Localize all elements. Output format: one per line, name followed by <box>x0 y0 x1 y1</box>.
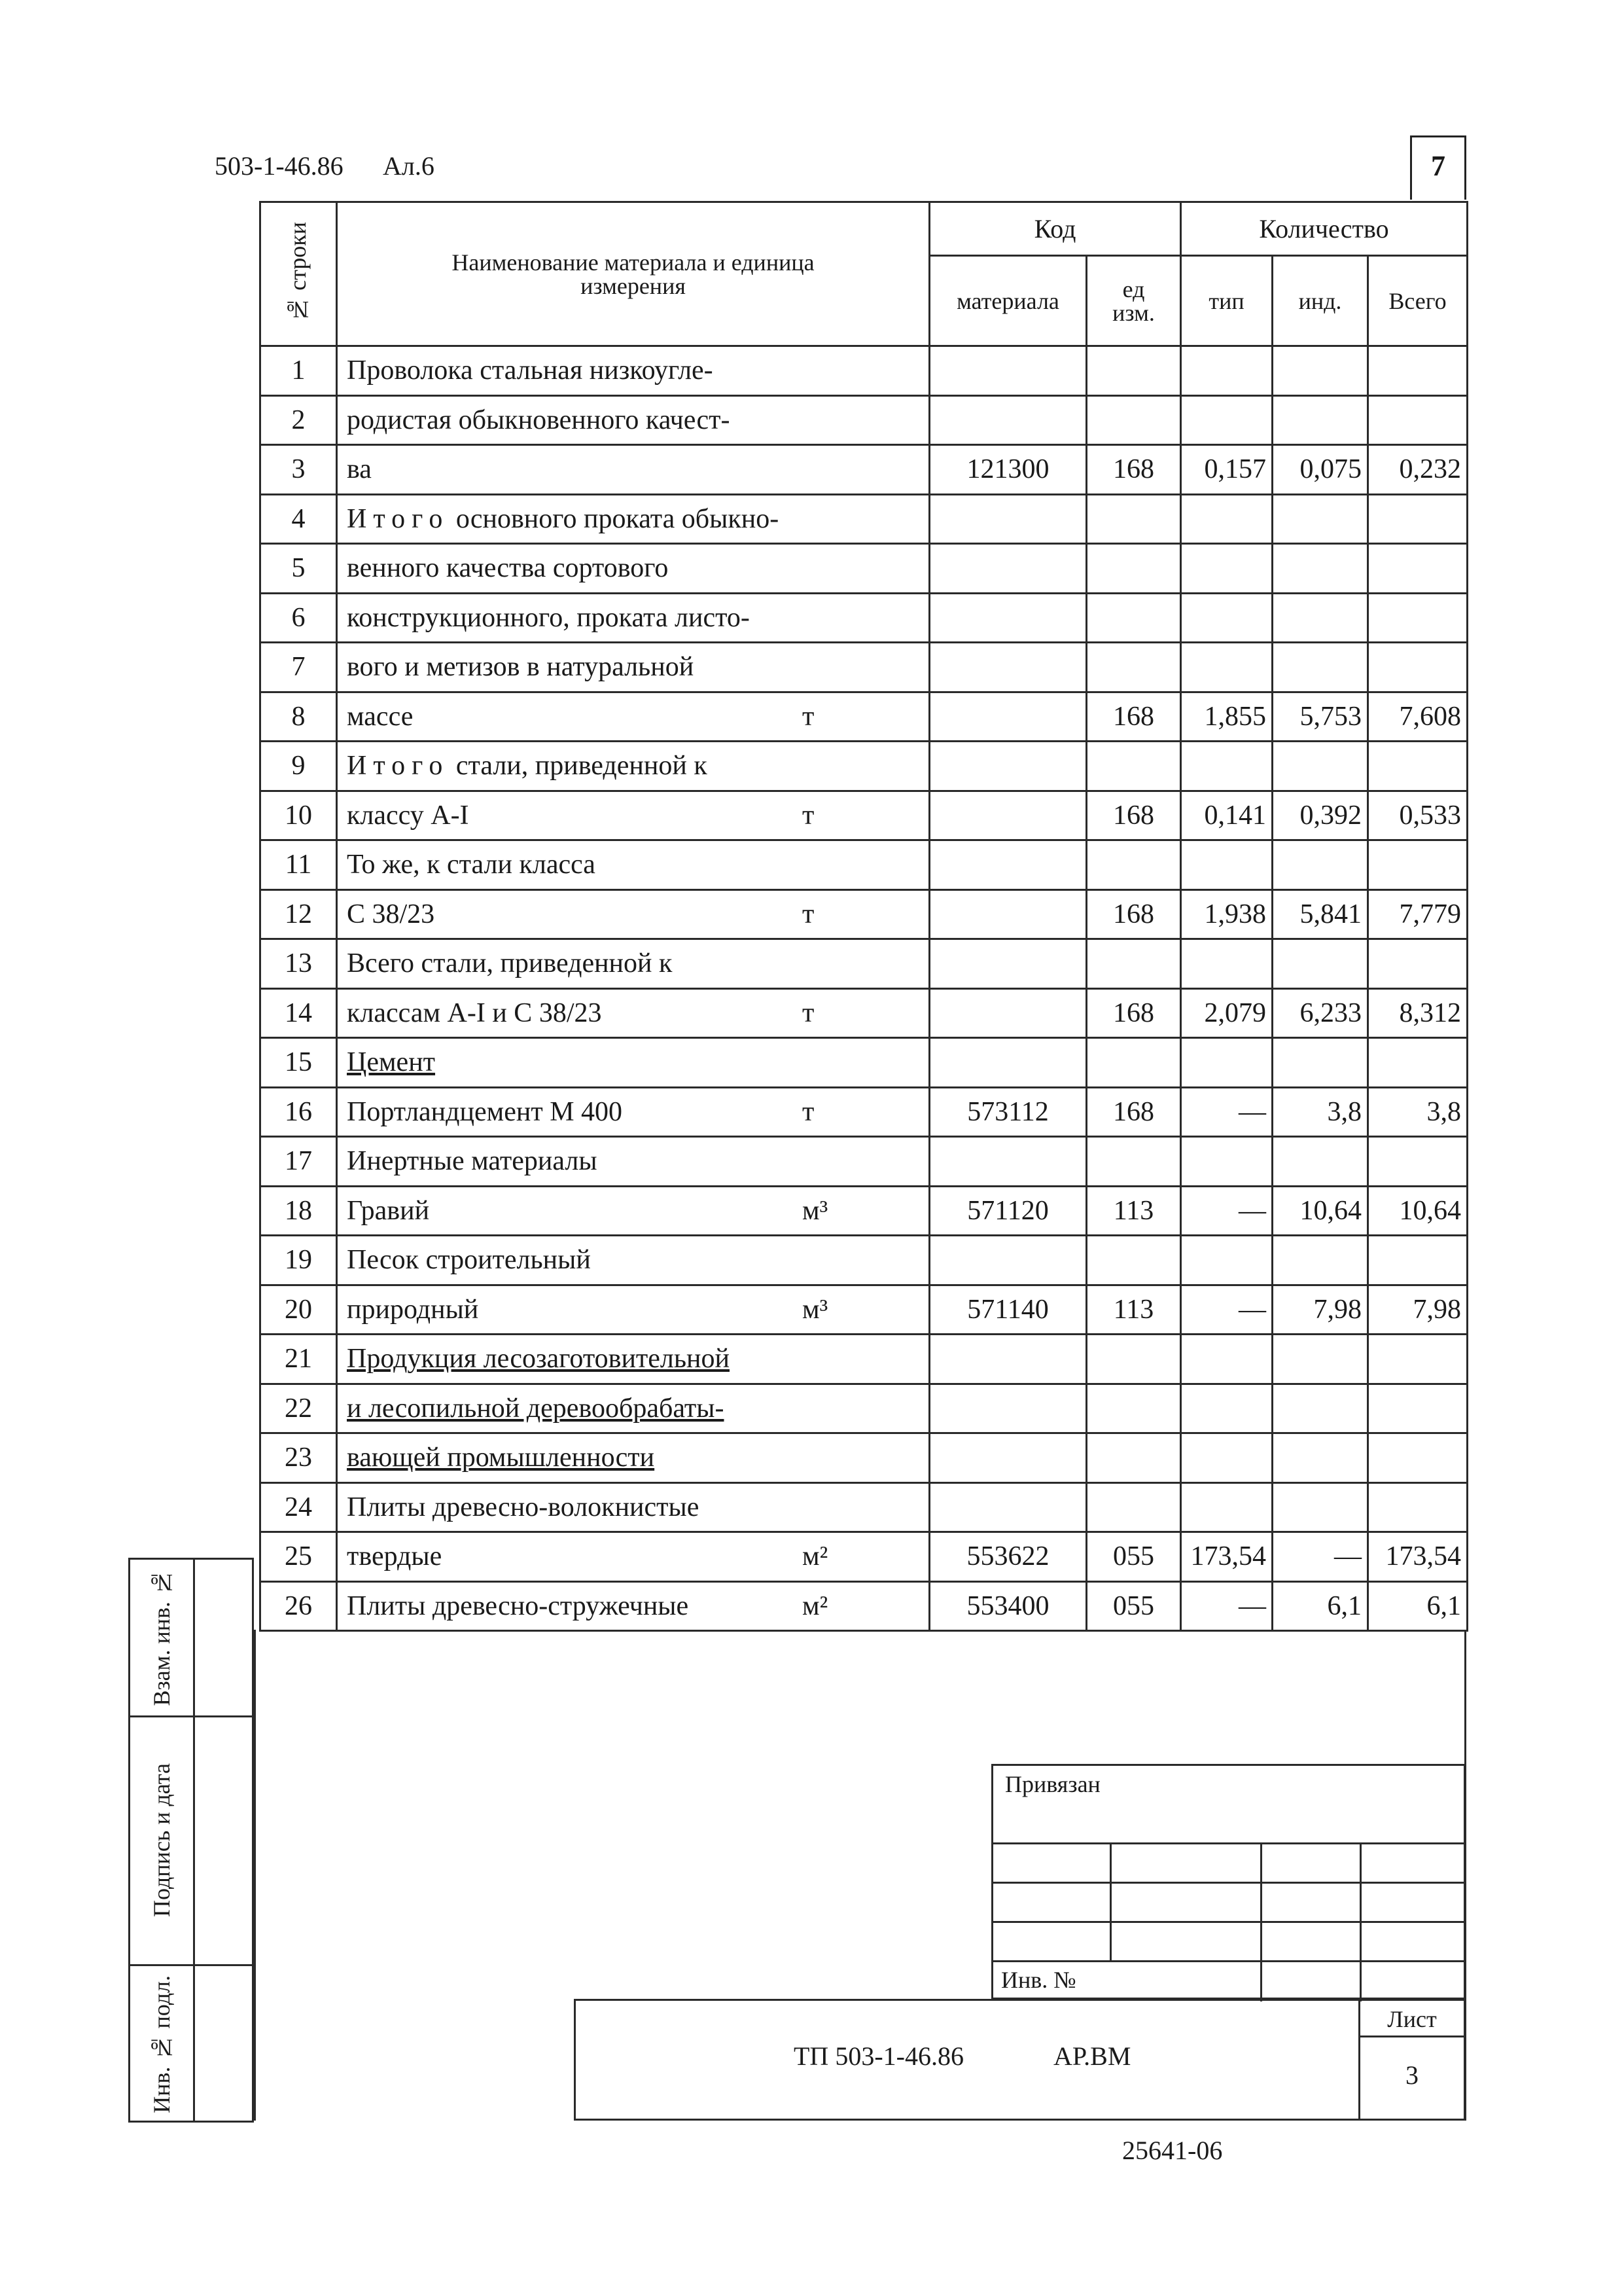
unit-label: м² <box>802 1590 828 1621</box>
qty-ind-cell <box>1273 1038 1368 1088</box>
qty-typ-cell <box>1181 840 1273 890</box>
unit-label: м² <box>802 1541 828 1572</box>
material-name-cell <box>337 889 930 939</box>
qty-ind-cell: 6,1 <box>1273 1581 1368 1631</box>
qty-total-cell <box>1368 346 1468 396</box>
material-name-cell <box>337 494 930 544</box>
material-name-cell <box>337 1137 930 1187</box>
material-name: То же, к стали класса <box>347 850 595 880</box>
material-code-cell <box>930 988 1087 1038</box>
material-name: Цемент <box>347 1047 436 1078</box>
qty-total-cell <box>1368 1038 1468 1088</box>
unit-label: м³ <box>802 1195 828 1226</box>
qty-typ-cell: — <box>1181 1087 1273 1137</box>
unit-code-cell <box>1087 840 1181 890</box>
material-code-cell <box>930 544 1087 594</box>
qty-ind-cell <box>1273 1384 1368 1433</box>
material-code-cell <box>930 643 1087 692</box>
unit-code-cell: 168 <box>1087 1087 1181 1137</box>
material-code-cell <box>930 1384 1087 1433</box>
qty-total-cell <box>1368 1137 1468 1187</box>
unit-label: т <box>802 800 815 831</box>
qty-total-cell <box>1368 1482 1468 1532</box>
qty-typ-cell <box>1181 1137 1273 1187</box>
header-row-number: № строки <box>260 202 337 346</box>
row-number-cell: 2 <box>260 395 337 445</box>
qty-typ-cell <box>1181 643 1273 692</box>
material-code-cell <box>930 939 1087 989</box>
qty-total-cell <box>1368 1335 1468 1384</box>
qty-total-cell: 8,312 <box>1368 988 1468 1038</box>
qty-typ-cell <box>1181 1482 1273 1532</box>
row-number-cell: 4 <box>260 494 337 544</box>
unit-code-cell <box>1087 1335 1181 1384</box>
qty-total-cell: 7,98 <box>1368 1285 1468 1335</box>
material-code-cell: 121300 <box>930 445 1087 495</box>
unit-label: т <box>802 1096 815 1127</box>
table-row <box>260 1482 1468 1532</box>
material-code-cell <box>930 593 1087 643</box>
material-name: Песок строительный <box>347 1245 591 1276</box>
material-name: Инертные материалы <box>347 1146 597 1177</box>
unit-code-cell <box>1087 643 1181 692</box>
qty-ind-cell: 7,98 <box>1273 1285 1368 1335</box>
material-name: классу А-I <box>347 800 469 831</box>
material-name: Портландцемент М 400 <box>347 1096 623 1127</box>
material-code-cell <box>930 889 1087 939</box>
unit-code-cell <box>1087 1433 1181 1483</box>
qty-total-cell <box>1368 593 1468 643</box>
qty-ind-cell <box>1273 1137 1368 1187</box>
unit-code-cell: 168 <box>1087 988 1181 1038</box>
material-code-cell: 553622 <box>930 1532 1087 1582</box>
material-name: Продукция лесозаготовительной <box>347 1344 730 1374</box>
unit-code-cell: 168 <box>1087 791 1181 840</box>
qty-ind-cell <box>1273 395 1368 445</box>
unit-code-cell <box>1087 346 1181 396</box>
header-code-unit: ед изм. <box>1087 256 1181 346</box>
side-binding-stamp <box>128 1558 254 2123</box>
material-name-cell <box>337 395 930 445</box>
unit-code-cell: 168 <box>1087 889 1181 939</box>
replace-inv-label: Взам. инв. № <box>149 1569 175 1706</box>
row-number-cell: 7 <box>260 643 337 692</box>
unit-code-cell <box>1087 1137 1181 1187</box>
material-name: Плиты древесно-стружечные <box>347 1590 689 1621</box>
title-block-code: ТП 503-1-46.86 <box>794 2041 964 2071</box>
row-number-cell: 24 <box>260 1482 337 1532</box>
qty-ind-cell <box>1273 494 1368 544</box>
unit-code-cell: 055 <box>1087 1581 1181 1631</box>
table-row <box>260 445 1468 495</box>
table-row <box>260 1581 1468 1631</box>
qty-typ-cell <box>1181 494 1273 544</box>
row-number-cell: 21 <box>260 1335 337 1384</box>
qty-ind-cell <box>1273 1482 1368 1532</box>
binding-label: Привязан <box>1005 1771 1101 1797</box>
material-name-cell <box>337 544 930 594</box>
material-name-cell <box>337 445 930 495</box>
material-name: ва <box>347 454 372 485</box>
header-code: Код <box>930 202 1181 256</box>
unit-code-cell <box>1087 395 1181 445</box>
title-block <box>574 1999 1466 2121</box>
sheet-number: 3 <box>1405 2060 1419 2090</box>
material-name: классам А-I и С 38/23 <box>347 997 602 1028</box>
table-row <box>260 346 1468 396</box>
qty-total-cell <box>1368 840 1468 890</box>
qty-ind-cell <box>1273 593 1368 643</box>
material-name: вающей промышленности <box>347 1443 655 1473</box>
material-code-cell <box>930 742 1087 791</box>
frame-line-left <box>254 1630 256 2121</box>
signature-date-label: Подпись и дата <box>149 1763 175 1917</box>
table-row <box>260 1236 1468 1285</box>
qty-ind-cell: 0,392 <box>1273 791 1368 840</box>
qty-total-cell: 7,608 <box>1368 692 1468 742</box>
qty-total-cell <box>1368 643 1468 692</box>
table-row <box>260 1433 1468 1483</box>
qty-total-cell <box>1368 939 1468 989</box>
row-number-cell: 3 <box>260 445 337 495</box>
unit-code-cell: 055 <box>1087 1532 1181 1582</box>
material-name: твердые <box>347 1541 442 1572</box>
unit-label: т <box>802 701 815 732</box>
qty-typ-cell: 0,157 <box>1181 445 1273 495</box>
unit-code-cell <box>1087 1482 1181 1532</box>
qty-total-cell <box>1368 1236 1468 1285</box>
table-row <box>260 939 1468 989</box>
qty-ind-cell: 3,8 <box>1273 1087 1368 1137</box>
header-qty-ind: инд. <box>1273 256 1368 346</box>
unit-code-cell: 168 <box>1087 692 1181 742</box>
material-name: венного качества сортового <box>347 553 669 584</box>
material-name-cell <box>337 791 930 840</box>
materials-table <box>259 201 1468 1632</box>
unit-code-cell <box>1087 1236 1181 1285</box>
row-number-cell: 5 <box>260 544 337 594</box>
material-name: массе <box>347 701 414 732</box>
qty-typ-cell <box>1181 1433 1273 1483</box>
material-name-cell <box>337 643 930 692</box>
material-name: родистая обыкновенного качест- <box>347 404 730 435</box>
material-code-cell <box>930 791 1087 840</box>
footer-number: 25641-06 <box>1122 2136 1223 2165</box>
row-number-cell: 12 <box>260 889 337 939</box>
qty-typ-cell: 1,938 <box>1181 889 1273 939</box>
table-row <box>260 1186 1468 1236</box>
qty-total-cell <box>1368 395 1468 445</box>
material-code-cell <box>930 840 1087 890</box>
qty-total-cell <box>1368 544 1468 594</box>
material-name-cell <box>337 1285 930 1335</box>
qty-typ-cell: — <box>1181 1186 1273 1236</box>
table-row <box>260 593 1468 643</box>
qty-typ-cell <box>1181 593 1273 643</box>
page-number: 7 <box>1431 150 1445 182</box>
unit-code-cell <box>1087 939 1181 989</box>
album-label: Ал.6 <box>383 151 434 181</box>
qty-total-cell: 0,533 <box>1368 791 1468 840</box>
material-name-cell <box>337 1532 930 1582</box>
qty-typ-cell <box>1181 1335 1273 1384</box>
row-number-cell: 20 <box>260 1285 337 1335</box>
qty-ind-cell <box>1273 544 1368 594</box>
material-name: природный <box>347 1294 479 1325</box>
row-number-cell: 17 <box>260 1137 337 1187</box>
qty-typ-cell <box>1181 939 1273 989</box>
qty-total-cell: 3,8 <box>1368 1087 1468 1137</box>
table-row <box>260 544 1468 594</box>
material-name-cell <box>337 742 930 791</box>
material-code-cell: 573112 <box>930 1087 1087 1137</box>
material-name: и лесопильной деревообрабаты- <box>347 1393 724 1424</box>
binding-block <box>991 1764 1466 2000</box>
unit-code-cell <box>1087 593 1181 643</box>
material-code-cell <box>930 1335 1087 1384</box>
table-row <box>260 1087 1468 1137</box>
binding-inv-label: Инв. № <box>1001 1967 1076 1993</box>
qty-total-cell <box>1368 1433 1468 1483</box>
qty-total-cell <box>1368 1384 1468 1433</box>
material-code-cell <box>930 1433 1087 1483</box>
material-name-cell <box>337 692 930 742</box>
row-number-cell: 13 <box>260 939 337 989</box>
unit-label: т <box>802 899 815 929</box>
qty-typ-cell <box>1181 395 1273 445</box>
material-code-cell <box>930 494 1087 544</box>
qty-total-cell <box>1368 742 1468 791</box>
table-row <box>260 643 1468 692</box>
material-name-cell <box>337 1482 930 1532</box>
unit-label: т <box>802 997 815 1028</box>
total-prefix: Итого <box>347 751 450 781</box>
row-number-cell: 19 <box>260 1236 337 1285</box>
qty-total-cell: 10,64 <box>1368 1186 1468 1236</box>
material-code-cell <box>930 692 1087 742</box>
table-row <box>260 1285 1468 1335</box>
header-qty-typ: тип <box>1181 256 1273 346</box>
qty-typ-cell: 2,079 <box>1181 988 1273 1038</box>
qty-total-cell <box>1368 494 1468 544</box>
material-code-cell <box>930 1137 1087 1187</box>
document-code: 503-1-46.86 <box>215 151 344 181</box>
qty-ind-cell <box>1273 1236 1368 1285</box>
table-row <box>260 1335 1468 1384</box>
qty-typ-cell <box>1181 1236 1273 1285</box>
qty-typ-cell <box>1181 1384 1273 1433</box>
material-code-cell <box>930 346 1087 396</box>
row-number-cell: 6 <box>260 593 337 643</box>
qty-ind-cell <box>1273 742 1368 791</box>
qty-ind-cell: — <box>1273 1532 1368 1582</box>
material-name-cell <box>337 1384 930 1433</box>
qty-total-cell: 0,232 <box>1368 445 1468 495</box>
table-row <box>260 1038 1468 1088</box>
qty-ind-cell <box>1273 346 1368 396</box>
material-name-cell <box>337 988 930 1038</box>
qty-ind-cell: 5,841 <box>1273 889 1368 939</box>
qty-total-cell: 173,54 <box>1368 1532 1468 1582</box>
header-material-name: Наименование материала и единица измерения <box>337 202 930 346</box>
row-number-cell: 22 <box>260 1384 337 1433</box>
row-number-cell: 1 <box>260 346 337 396</box>
row-number-cell: 25 <box>260 1532 337 1582</box>
table-row <box>260 395 1468 445</box>
material-name: вого и метизов в натуральной <box>347 652 694 683</box>
material-name-cell <box>337 1236 930 1285</box>
material-code-cell <box>930 1038 1087 1088</box>
row-number-cell: 14 <box>260 988 337 1038</box>
material-name-cell <box>337 1335 930 1384</box>
unit-code-cell: 168 <box>1087 445 1181 495</box>
material-code-cell <box>930 1236 1087 1285</box>
table-row <box>260 1384 1468 1433</box>
row-number-cell: 23 <box>260 1433 337 1483</box>
qty-ind-cell: 6,233 <box>1273 988 1368 1038</box>
unit-code-cell <box>1087 494 1181 544</box>
material-code-cell <box>930 395 1087 445</box>
material-name: Плиты древесно-волокнистые <box>347 1492 699 1522</box>
material-name-cell <box>337 346 930 396</box>
table-row <box>260 840 1468 890</box>
unit-code-cell: 113 <box>1087 1186 1181 1236</box>
material-name-cell <box>337 1186 930 1236</box>
qty-ind-cell: 5,753 <box>1273 692 1368 742</box>
qty-ind-cell: 10,64 <box>1273 1186 1368 1236</box>
row-number-cell: 10 <box>260 791 337 840</box>
qty-typ-cell <box>1181 742 1273 791</box>
unit-code-cell <box>1087 742 1181 791</box>
material-name-cell <box>337 593 930 643</box>
material-name-cell <box>337 939 930 989</box>
row-number-cell: 11 <box>260 840 337 890</box>
table-row <box>260 494 1468 544</box>
unit-code-cell <box>1087 1384 1181 1433</box>
material-code-cell: 571120 <box>930 1186 1087 1236</box>
title-block-mark: АР.ВМ <box>1053 2041 1131 2071</box>
qty-typ-cell: — <box>1181 1285 1273 1335</box>
row-number-cell: 8 <box>260 692 337 742</box>
material-name: Всего стали, приведенной к <box>347 948 673 979</box>
material-code-cell: 571140 <box>930 1285 1087 1335</box>
row-number-cell: 18 <box>260 1186 337 1236</box>
qty-ind-cell <box>1273 1433 1368 1483</box>
table-row <box>260 791 1468 840</box>
qty-ind-cell <box>1273 840 1368 890</box>
qty-typ-cell: 0,141 <box>1181 791 1273 840</box>
material-name-cell <box>337 1038 930 1088</box>
qty-ind-cell <box>1273 1335 1368 1384</box>
header-code-material: материала <box>930 256 1087 346</box>
material-name-cell <box>337 1433 930 1483</box>
row-number-cell: 16 <box>260 1087 337 1137</box>
qty-total-cell: 6,1 <box>1368 1581 1468 1631</box>
row-number-cell: 26 <box>260 1581 337 1631</box>
material-name: С 38/23 <box>347 899 435 929</box>
material-name: Проволока стальная низкоугле- <box>347 355 713 386</box>
qty-typ-cell: 1,855 <box>1181 692 1273 742</box>
material-name: основного проката обыкно- <box>455 503 779 534</box>
table-row <box>260 988 1468 1038</box>
material-name: конструкционного, проката листо- <box>347 602 750 633</box>
table-row <box>260 889 1468 939</box>
table-row <box>260 692 1468 742</box>
qty-ind-cell <box>1273 939 1368 989</box>
material-name-cell <box>337 1087 930 1137</box>
unit-code-cell <box>1087 1038 1181 1088</box>
unit-code-cell <box>1087 544 1181 594</box>
material-name: Гравий <box>347 1195 430 1226</box>
inv-original-label: Инв. № подл. <box>149 1975 175 2113</box>
qty-typ-cell: 173,54 <box>1181 1532 1273 1582</box>
material-code-cell <box>930 1482 1087 1532</box>
header-quantity: Количество <box>1181 202 1468 256</box>
qty-ind-cell: 0,075 <box>1273 445 1368 495</box>
sheet-label: Лист <box>1387 2006 1437 2032</box>
material-name: стали, приведенной к <box>455 751 707 781</box>
sheet-divider <box>1358 2036 1466 2037</box>
material-name-cell <box>337 1581 930 1631</box>
table-row <box>260 1532 1468 1582</box>
table-row <box>260 1137 1468 1187</box>
qty-typ-cell <box>1181 1038 1273 1088</box>
total-prefix: Итого <box>347 503 450 534</box>
qty-typ-cell: — <box>1181 1581 1273 1631</box>
unit-label: м³ <box>802 1294 828 1325</box>
material-code-cell: 553400 <box>930 1581 1087 1631</box>
material-name-cell <box>337 840 930 890</box>
row-number-cell: 15 <box>260 1038 337 1088</box>
qty-typ-cell <box>1181 346 1273 396</box>
unit-code-cell: 113 <box>1087 1285 1181 1335</box>
qty-ind-cell <box>1273 643 1368 692</box>
qty-typ-cell <box>1181 544 1273 594</box>
table-row <box>260 742 1468 791</box>
qty-total-cell: 7,779 <box>1368 889 1468 939</box>
header-qty-total: Всего <box>1368 256 1468 346</box>
row-number-cell: 9 <box>260 742 337 791</box>
